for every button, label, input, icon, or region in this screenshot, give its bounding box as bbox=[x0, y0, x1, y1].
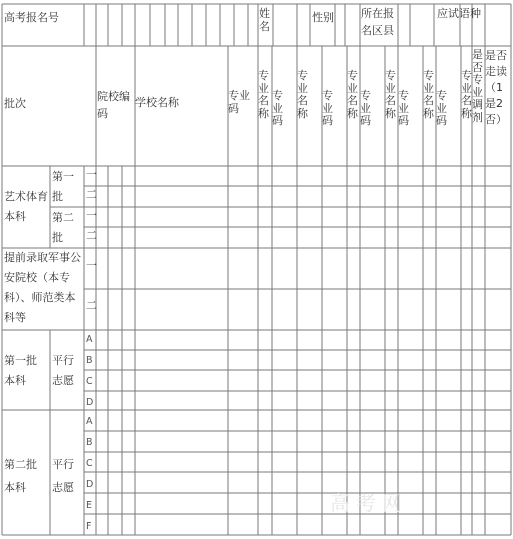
second-batch-label: 第二批 bbox=[52, 211, 74, 244]
major-code-label-3: 专业码 bbox=[322, 89, 333, 127]
school-code-label: 院校编码 bbox=[97, 90, 130, 120]
parallel-label-second: 平行志愿 bbox=[52, 458, 74, 494]
second-tier-label: 第二批本科 bbox=[4, 458, 37, 494]
choice-letter: C bbox=[86, 376, 93, 387]
exam-number-label: 高考报名号 bbox=[4, 11, 59, 24]
gender-label: 性别 bbox=[312, 11, 334, 24]
choice-letter: B bbox=[86, 355, 93, 366]
choice-letter: E bbox=[86, 500, 93, 511]
major-name-label-6: 专业名称 bbox=[461, 69, 472, 120]
major-code-label-6: 专业码 bbox=[436, 89, 447, 127]
choice-letter: C bbox=[86, 458, 93, 469]
major-name-label-5: 专业名称 bbox=[423, 69, 434, 120]
parallel-label-first: 平行志愿 bbox=[52, 354, 74, 387]
choice-letter: F bbox=[86, 521, 92, 532]
district-label: 所在报名区县 bbox=[361, 7, 394, 37]
major-name-label-4: 专业名称 bbox=[385, 69, 396, 120]
marker-4: 二 bbox=[86, 229, 97, 242]
marker-5: 一 bbox=[86, 259, 97, 272]
marker-1: 一 bbox=[86, 168, 97, 181]
school-name-label: 学校名称 bbox=[135, 96, 179, 109]
marker-6: 二 bbox=[86, 299, 97, 312]
watermark: 高考网 bbox=[330, 491, 408, 515]
language-label: 应试语种 bbox=[437, 7, 481, 20]
early-admission-label: 提前录取军事公安院校（本专科）、师范类本科等 bbox=[4, 251, 81, 324]
retreat-label: 是否走读（1是2否） bbox=[485, 49, 507, 126]
major-name-label-2: 专业名称 bbox=[297, 69, 308, 120]
marker-2: 二 bbox=[86, 188, 97, 201]
batch-label: 批次 bbox=[4, 97, 26, 110]
adjust-label: 是否专业调剂 bbox=[472, 48, 483, 124]
name-label: 姓名 bbox=[259, 7, 270, 33]
art-sports-label: 艺术体育本科 bbox=[4, 190, 48, 223]
choice-letter: D bbox=[86, 479, 94, 490]
marker-3: 一 bbox=[86, 209, 97, 222]
choice-letter: D bbox=[86, 397, 94, 408]
major-name-label-3: 专业名称 bbox=[347, 69, 358, 120]
major-code-label-4: 专业码 bbox=[360, 89, 371, 127]
choice-letter: A bbox=[86, 416, 93, 427]
choice-letter: A bbox=[86, 334, 93, 345]
major-code-label-2: 专业码 bbox=[272, 89, 283, 127]
choice-letter: B bbox=[86, 437, 93, 448]
major-code-label-1: 专业码 bbox=[228, 89, 250, 115]
major-code-label-5: 专业码 bbox=[398, 89, 409, 127]
first-tier-label: 第一批本科 bbox=[4, 354, 37, 387]
first-batch-label: 第一批 bbox=[52, 170, 74, 203]
major-name-label-1: 专业名称 bbox=[258, 69, 269, 120]
